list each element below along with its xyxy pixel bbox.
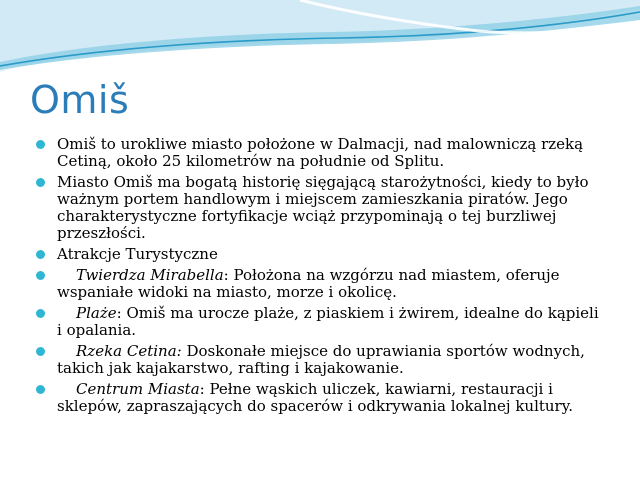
bullet-item bbox=[36, 136, 608, 170]
bullet-dot-icon bbox=[36, 385, 45, 394]
bullet-dot-icon bbox=[36, 347, 45, 356]
bullet-dot-icon bbox=[36, 178, 45, 187]
section-heading: Atrakcje Turystyczne bbox=[57, 245, 218, 263]
decorative-wave-header bbox=[0, 0, 640, 90]
attraction-name: Plaże bbox=[76, 304, 117, 322]
bullet-item bbox=[36, 246, 608, 263]
attraction-name: Centrum Miasta bbox=[76, 380, 200, 398]
attraction-description: : Pełne wąskich uliczek, kawiarni, restauracji i sklepów, zapraszających do spacerów i odkrywania lokalnej kultury. bbox=[57, 380, 573, 415]
bullet-dot-icon bbox=[36, 309, 45, 318]
bullet-dot-icon bbox=[36, 250, 45, 259]
attraction-description: Doskonałe miejsce do uprawiania sportów wodnych, takich jak kajakarstwo, rafting i kajakowanie. bbox=[57, 342, 585, 377]
bullet-dot-icon bbox=[36, 271, 45, 280]
attraction-name: Rzeka Cetina: bbox=[76, 342, 182, 360]
bullet-item bbox=[36, 305, 608, 339]
bullet-list bbox=[36, 136, 608, 419]
bullet-item bbox=[36, 343, 608, 377]
attraction-description: : Położona na wzgórzu nad miastem, oferuje wspaniałe widoki na miasto, morze i okolicę. bbox=[57, 266, 560, 301]
attraction-name: Twierdza Mirabella bbox=[76, 266, 224, 284]
bullet-item bbox=[36, 381, 608, 415]
bullet-text: Miasto Omiš ma bogatą historię sięgającą starożytności, kiedy to było ważnym portem handlowym i miejscem zamieszkania piratów. Jego charakterystyczne fortyfikacje wciąż przypominają o tej burzliwej przeszłości. bbox=[57, 173, 589, 242]
bullet-text: Omiš to urokliwe miasto położone w Dalmacji, nad malowniczą rzeką Cetiną, około 25 kilometrów na południe od Splitu. bbox=[57, 135, 584, 170]
attraction-description: : Omiš ma urocze plaże, z piaskiem i żwirem, idealne do kąpieli i opalania. bbox=[57, 304, 599, 339]
slide-title: Omiš bbox=[30, 78, 130, 122]
bullet-dot-icon bbox=[36, 140, 45, 149]
bullet-item bbox=[36, 174, 608, 242]
bullet-item bbox=[36, 267, 608, 301]
